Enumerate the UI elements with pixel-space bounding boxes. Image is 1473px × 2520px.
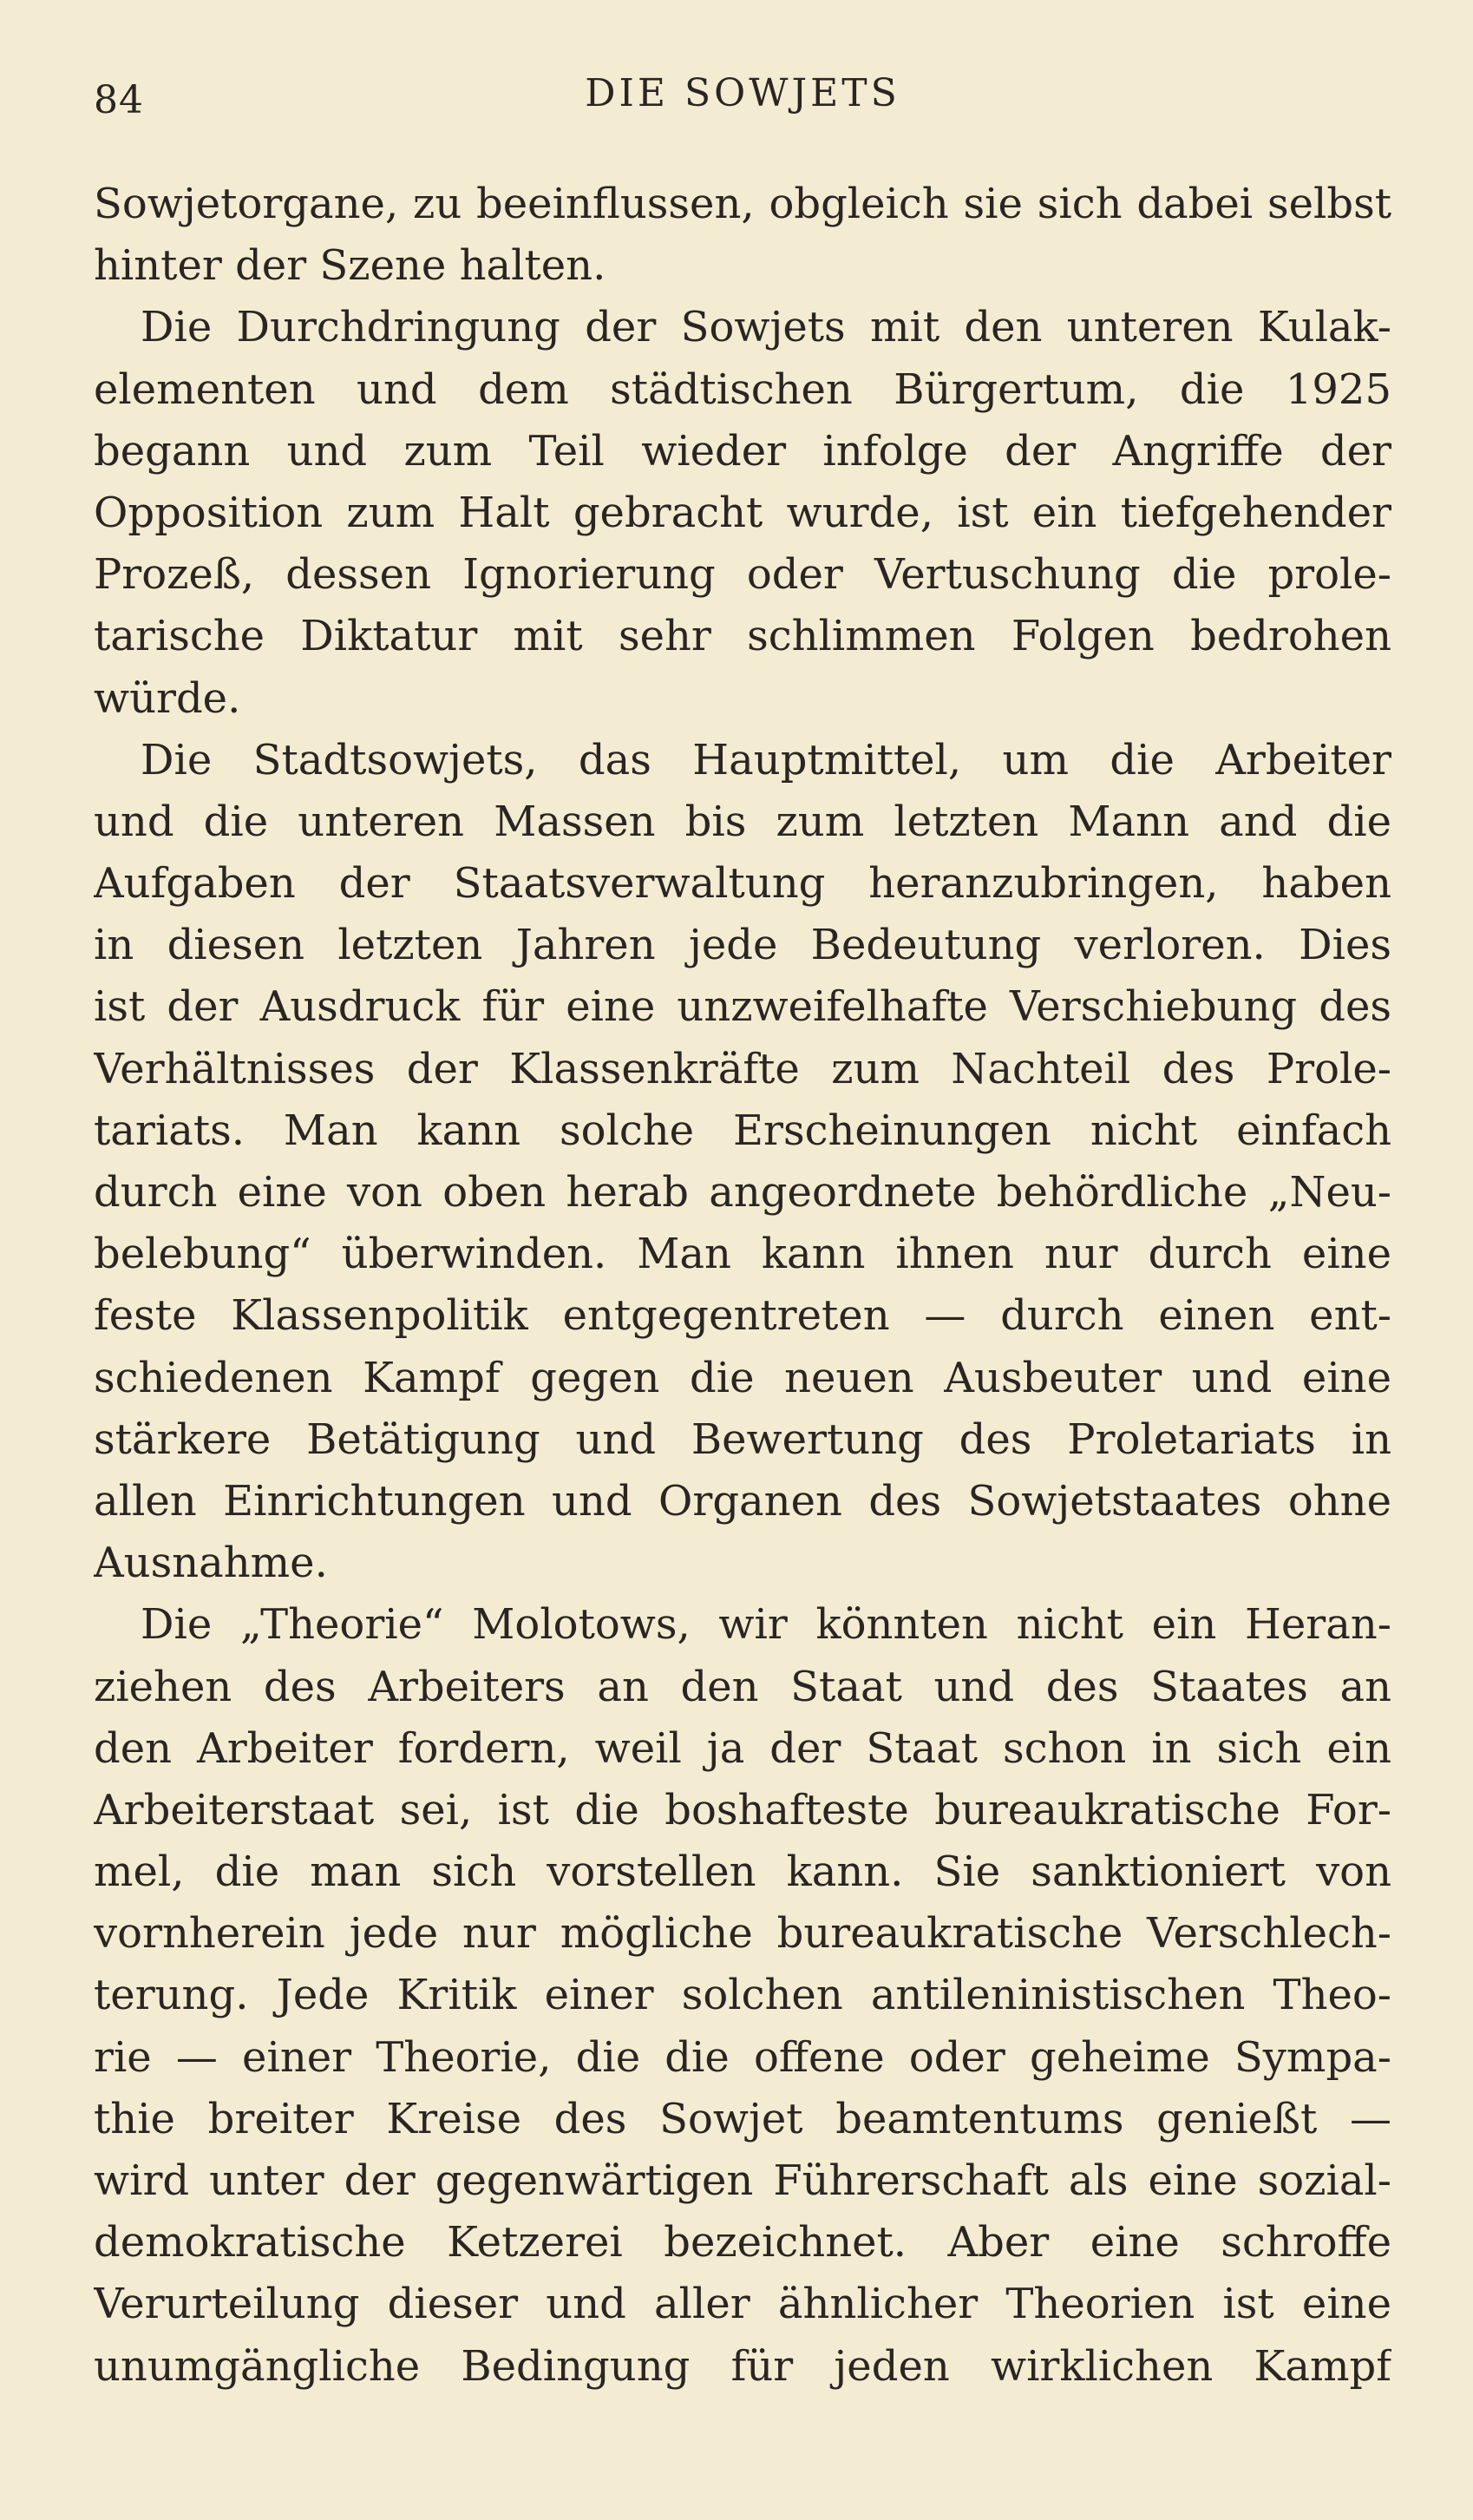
text-line: allen Einrichtungen und Organen des Sowjetstaates ohne: [94, 1476, 1391, 1526]
text-line: rie — einer Theorie, die die offene oder geheime Sympa-: [94, 2032, 1391, 2082]
text-line: Prozeß, dessen Ignorierung oder Vertuschung die prole-: [94, 550, 1391, 600]
text-line: ziehen des Arbeiters an den Staat und des Staates an: [94, 1662, 1391, 1711]
text-line: terung. Jede Kritik einer solchen antileninistischen Theo-: [94, 1971, 1391, 2020]
text-line: den Arbeiter fordern, weil ja der Staat schon in sich ein: [94, 1723, 1391, 1773]
text-line: ist der Ausdruck für eine unzweifelhafte Verschiebung des: [94, 982, 1391, 1032]
text-line: tariats. Man kann solche Erscheinungen nicht einfach: [94, 1106, 1391, 1155]
text-line: in diesen letzten Jahren jede Bedeutung verloren. Dies: [94, 921, 1391, 970]
text-line: Die Durchdringung der Sowjets mit den unteren Kulak-: [141, 303, 1391, 352]
text-line: Aufgaben der Staatsverwaltung heranzubringen, haben: [94, 859, 1391, 909]
text-line: durch eine von oben herab angeordnete behördliche „Neu-: [94, 1168, 1391, 1217]
text-line: begann und zum Teil wieder infolge der Angriffe der: [94, 426, 1391, 476]
text-line: stärkere Betätigung und Bewertung des Proletariats in: [94, 1414, 1391, 1464]
text-line: wird unter der gegenwärtigen Führerschaft als eine sozial-: [94, 2156, 1391, 2205]
text-line: und die unteren Massen bis zum letzten Mann and die: [94, 797, 1391, 846]
text-line: schiedenen Kampf gegen die neuen Ausbeuter und eine: [94, 1353, 1391, 1402]
text-line: Sowjetorgane, zu beeinflussen, obgleich sie sich dabei selbst: [94, 180, 1391, 228]
text-line: mel, die man sich vorstellen kann. Sie sanktioniert von: [94, 1847, 1391, 1897]
text-line: Verurteilung dieser und aller ähnlicher Theorien ist eine: [94, 2280, 1391, 2329]
text-line: thie breiter Kreise des Sowjet beamtentums genießt —: [94, 2094, 1391, 2143]
text-line: Die Stadtsowjets, das Hauptmittel, um die Arbeiter: [141, 735, 1391, 784]
text-line: tarische Diktatur mit sehr schlimmen Folgen bedrohen: [94, 612, 1391, 661]
text-line: belebung“ überwinden. Man kann ihnen nur durch eine: [94, 1230, 1391, 1279]
text-line: Die „Theorie“ Molotows, wir könnten nicht ein Heran-: [141, 1600, 1391, 1650]
text-line: Arbeiterstaat sei, ist die boshafteste bureaukratische For-: [94, 1785, 1391, 1834]
text-line: hinter der Szene halten.: [94, 241, 606, 291]
running-head: DIE SOWJETS: [585, 71, 900, 115]
text-line: elementen und dem städtischen Bürgertum, die 1925: [94, 364, 1391, 414]
text-line: würde.: [94, 673, 241, 723]
body-text: [94, 174, 1391, 2398]
text-line: feste Klassenpolitik entgegentreten — durch einen ent-: [94, 1291, 1391, 1341]
text-line: vornherein jede nur mögliche bureaukratische Verschlech-: [94, 1909, 1391, 1959]
text-line: Verhältnisses der Klassenkräfte zum Nachteil des Prole-: [94, 1044, 1391, 1093]
text-line: Opposition zum Halt gebracht wurde, ist ein tiefgehender: [94, 488, 1391, 537]
text-line: Ausnahme.: [94, 1539, 328, 1588]
text-line: demokratische Ketzerei bezeichnet. Aber eine schroffe: [94, 2218, 1391, 2267]
page-header: [94, 71, 1391, 132]
text-line: unumgängliche Bedingung für jeden wirklichen Kampf: [94, 2341, 1391, 2391]
page-number: 84: [94, 78, 144, 122]
